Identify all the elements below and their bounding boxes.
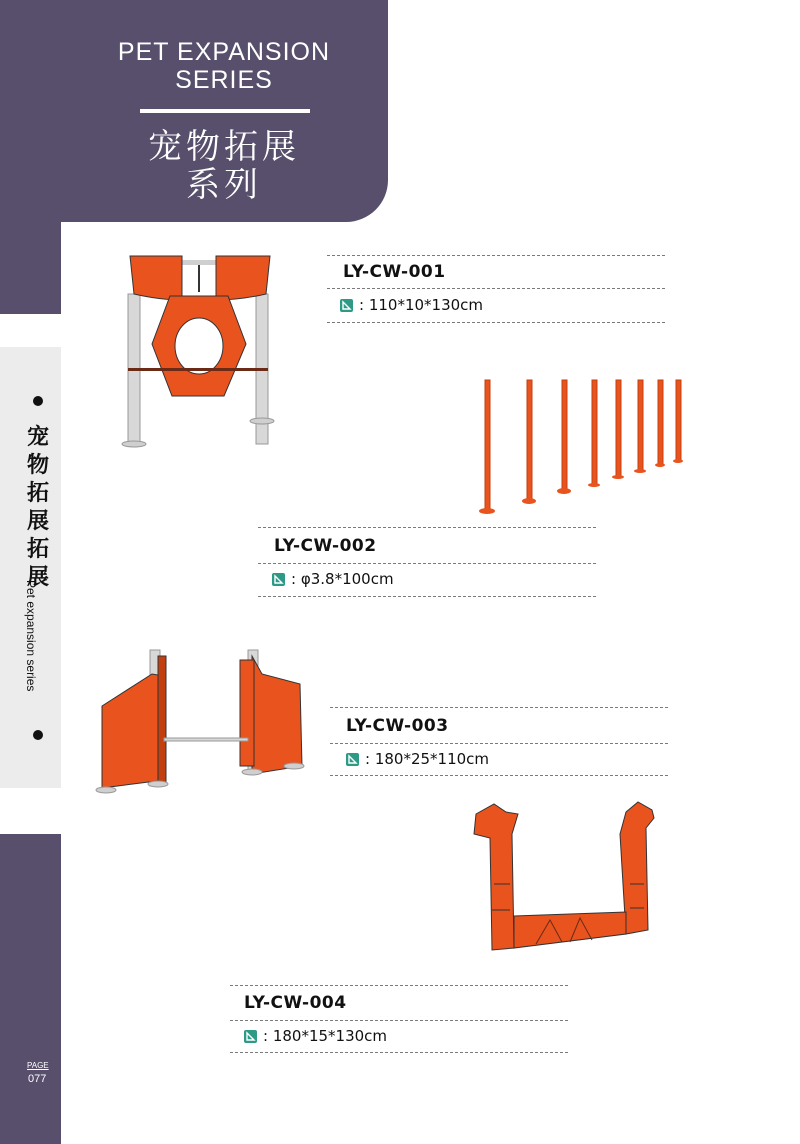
side-cn-char: 展 <box>26 508 49 534</box>
size-triangle-icon <box>244 1030 257 1043</box>
side-title-en: Pet expansion series <box>24 580 38 692</box>
divider <box>327 255 665 256</box>
size-triangle-icon <box>346 753 359 766</box>
side-cn-char: 展 <box>26 564 49 590</box>
left-strip-bottom <box>0 834 61 1144</box>
divider <box>258 527 596 528</box>
product-image-ly-cw-004 <box>466 798 666 954</box>
title-cn-line1: 宠物拓展 <box>148 127 300 167</box>
page-label: PAGE <box>27 1061 49 1070</box>
product-size <box>346 750 489 768</box>
product-code: LY-CW-002 <box>274 536 377 556</box>
bullet-dot-top <box>33 396 43 406</box>
side-title-cn <box>22 423 54 591</box>
side-cn-char: 拓 <box>26 480 49 506</box>
left-strip-top <box>0 222 61 314</box>
title-en-line1: PET EXPANSION <box>117 38 331 66</box>
size-triangle-icon <box>272 573 285 586</box>
title-cn-line2: 系列 <box>186 165 262 205</box>
product-image-ly-cw-003 <box>92 646 312 796</box>
product-code: LY-CW-004 <box>244 993 347 1013</box>
product-size <box>244 1027 387 1045</box>
divider <box>230 1052 568 1053</box>
series-title-en <box>100 38 348 94</box>
product-size-value: : 180*25*110cm <box>365 750 490 768</box>
bullet-dot-bottom <box>33 730 43 740</box>
divider <box>327 322 665 323</box>
side-cn-char: 宠 <box>26 424 49 450</box>
product-size-value: : 110*10*130cm <box>359 296 484 314</box>
divider <box>230 1020 568 1021</box>
header-block <box>0 0 388 222</box>
size-triangle-icon <box>340 299 353 312</box>
divider <box>258 563 596 564</box>
divider <box>330 743 668 744</box>
product-size <box>340 296 483 314</box>
side-cn-char: 拓 <box>26 536 49 562</box>
product-code: LY-CW-001 <box>343 262 446 282</box>
side-cn-char: 物 <box>26 452 49 478</box>
page-number: 077 <box>28 1073 47 1085</box>
divider <box>258 596 596 597</box>
product-size-value: : φ3.8*100cm <box>291 570 394 588</box>
product-image-ly-cw-001 <box>120 244 280 454</box>
divider <box>330 707 668 708</box>
title-en-line2: SERIES <box>175 66 273 94</box>
divider <box>327 288 665 289</box>
product-code: LY-CW-003 <box>346 716 449 736</box>
product-image-ly-cw-002 <box>476 374 690 518</box>
header-divider <box>140 109 310 113</box>
product-size <box>272 570 394 588</box>
product-size-value: : 180*15*130cm <box>263 1027 388 1045</box>
divider <box>330 775 668 776</box>
series-title-cn <box>100 128 348 204</box>
divider <box>230 985 568 986</box>
